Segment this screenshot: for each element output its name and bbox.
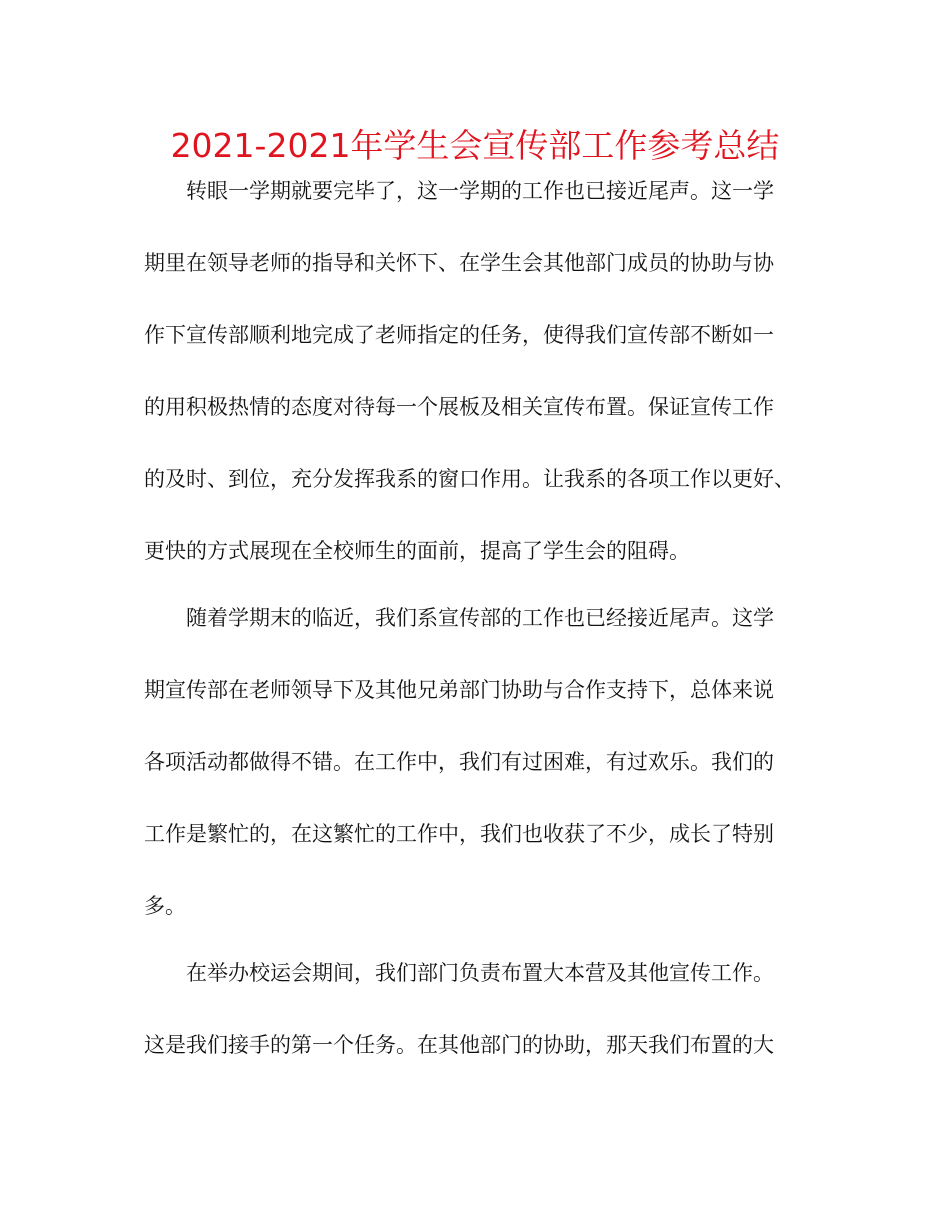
paragraph-2-line-4: 工作是繁忙的，在这繁忙的工作中，我们也收获了不少，成长了特别 <box>144 822 774 846</box>
paragraph-2-line-1: 随着学期末的临近，我们系宣传部的工作也已经接近尾声。这学 <box>186 606 774 630</box>
paragraph-2-line-2: 期宣传部在老师领导下及其他兄弟部门协助与合作支持下，总体来说 <box>144 678 774 702</box>
document-title: 2021-2021年学生会宣传部工作参考总结 <box>170 126 780 165</box>
paragraph-1-line-5: 的及时、到位，充分发挥我系的窗口作用。让我系的各项工作以更好、 <box>144 467 795 491</box>
paragraph-2-line-3: 各项活动都做得不错。在工作中，我们有过困难，有过欢乐。我们的 <box>144 750 774 774</box>
paragraph-1-line-1: 转眼一学期就要完毕了，这一学期的工作也已接近尾声。这一学 <box>186 179 774 203</box>
paragraph-1-line-3: 作下宣传部顺利地完成了老师指定的任务，使得我们宣传部不断如一 <box>144 323 774 347</box>
paragraph-2-line-5: 多。 <box>144 894 186 918</box>
paragraph-3-line-1: 在举办校运会期间，我们部门负责布置大本营及其他宣传工作。 <box>186 961 774 985</box>
paragraph-1-line-2: 期里在领导老师的指导和关怀下、在学生会其他部门成员的协助与协 <box>144 251 774 275</box>
paragraph-1-line-4: 的用积极热情的态度对待每一个展板及相关宣传布置。保证宣传工作 <box>144 395 774 419</box>
paragraph-3-line-2: 这是我们接手的第一个任务。在其他部门的协助，那天我们布置的大 <box>144 1033 774 1057</box>
paragraph-1-line-6: 更快的方式展现在全校师生的面前，提高了学生会的阻碍。 <box>144 539 690 563</box>
